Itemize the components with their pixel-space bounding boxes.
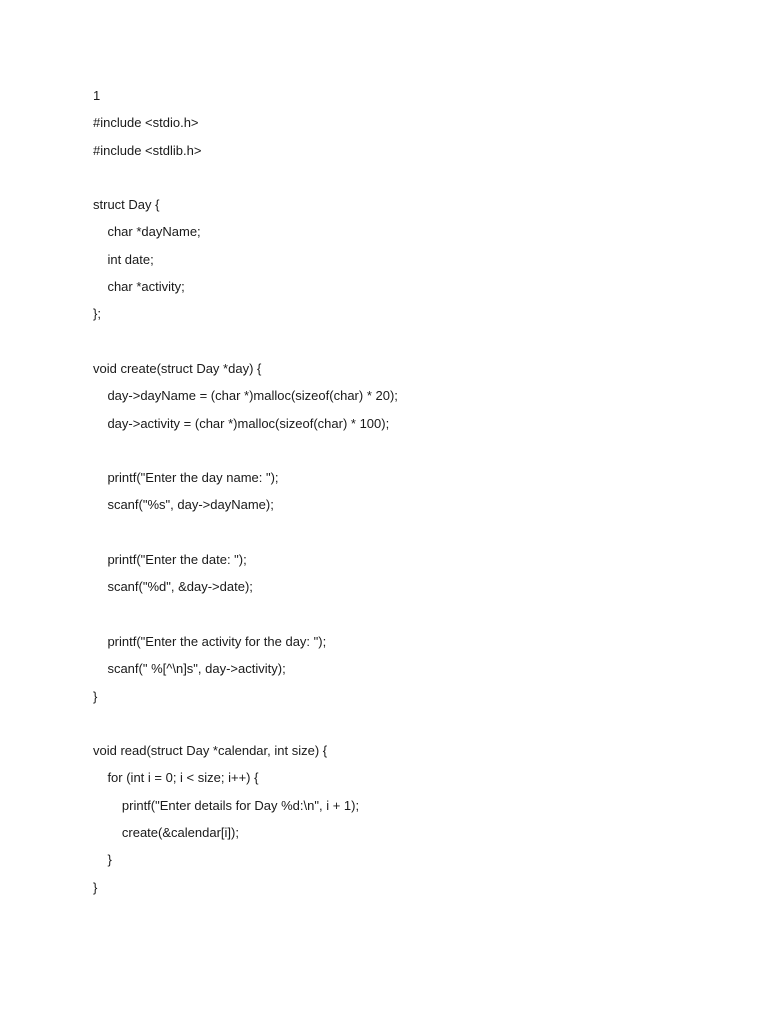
code-line: char *dayName; [93, 224, 201, 240]
code-line: } [93, 879, 98, 895]
code-line [93, 441, 398, 468]
code-line [93, 168, 398, 195]
code-line: printf("Enter the activity for the day: "); [93, 633, 327, 649]
code-line: scanf(" %[^\n]s", day->activity); [93, 661, 286, 677]
code-listing [93, 86, 398, 905]
code-line: day->dayName = (char *)malloc(sizeof(char) * 20); [93, 388, 398, 404]
code-line: #include <stdlib.h> [93, 142, 202, 158]
code-line: for (int i = 0; i < size; i++) { [93, 770, 259, 786]
code-line: } [93, 688, 98, 704]
code-line: printf("Enter the date: "); [93, 552, 247, 568]
code-line: }; [93, 306, 101, 322]
code-line: char *activity; [93, 279, 185, 295]
code-line [93, 605, 398, 632]
code-line: void read(struct Day *calendar, int size) { [93, 743, 328, 759]
code-line [93, 714, 398, 741]
code-line: } [93, 852, 112, 868]
code-line: day->activity = (char *)malloc(sizeof(char) * 100); [93, 415, 390, 431]
code-line: 1 [93, 88, 101, 103]
code-line: printf("Enter details for Day %d:\n", i + 1); [93, 797, 360, 813]
code-line: create(&calendar[i]); [93, 825, 239, 841]
code-line: struct Day { [93, 197, 160, 213]
code-line: scanf("%d", &day->date); [93, 579, 253, 595]
code-line: void create(struct Day *day) { [93, 360, 262, 376]
code-line: #include <stdio.h> [93, 115, 199, 131]
code-line [93, 523, 398, 550]
code-line [93, 332, 398, 359]
code-line: printf("Enter the day name: "); [93, 470, 279, 486]
code-line: int date; [93, 251, 154, 267]
code-line: scanf("%s", day->dayName); [93, 497, 274, 513]
